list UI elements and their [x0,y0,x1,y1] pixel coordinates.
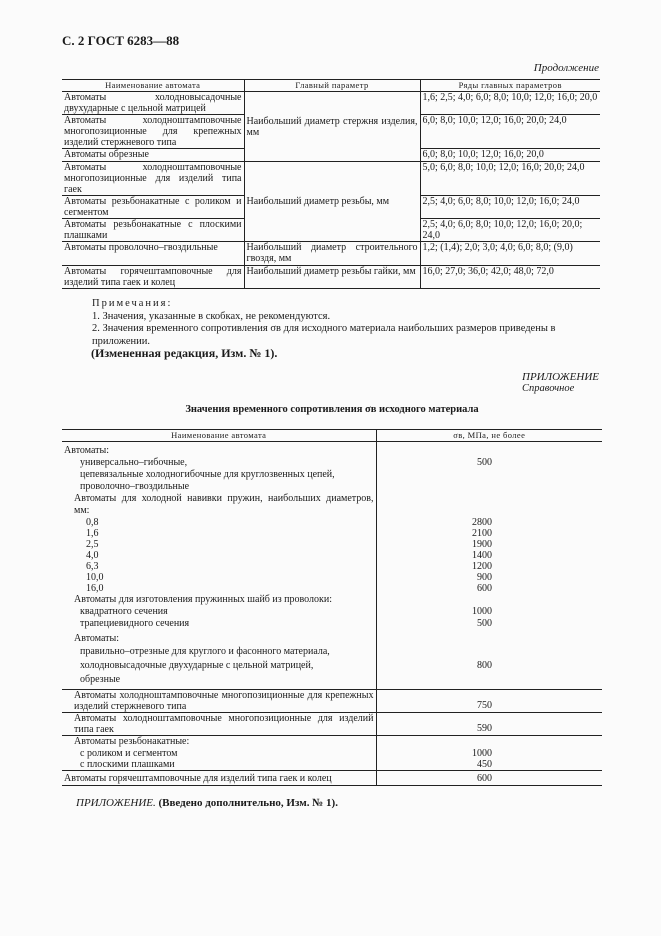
table-row [62,736,602,749]
appendix-label: ПРИЛОЖЕНИЕ [522,371,599,383]
table-row [62,771,602,786]
automaton-name: квадратного сечения [62,606,376,618]
strength-value: 900 [477,572,492,583]
main-parameter: Наибольший диаметр резьбы, мм [244,162,420,242]
strength-value [376,673,602,690]
automaton-name: Автоматы для холодной навивки пружин, наибольших диаметров, мм: [62,493,376,517]
table-header-row [62,430,602,442]
table-row [62,457,602,469]
automaton-name: 6,3 [62,561,376,572]
tensile-strength-table [62,429,602,786]
parameter-series: 1,6; 2,5; 4,0; 6,0; 8,0; 10,0; 12,0; 16,0; 20,0 [420,92,600,115]
automaton-name: 10,0 [62,572,376,583]
strength-value [376,736,602,749]
automaton-name: Автоматы холодновысадочные двухударные с цельной матрицей [62,92,244,115]
table-row [62,469,602,481]
note-item: 2. Значения временного сопротивления σв для исходного материала наибольших размеров приведены в приложении. [92,323,556,347]
strength-value: 1400 [472,550,492,561]
strength-value [376,469,602,481]
parameter-series: 6,0; 8,0; 10,0; 12,0; 16,0; 20,0; 24,0 [420,115,600,149]
automaton-name: универсально–гибочные, [62,457,376,469]
continuation-label: Продолжение [533,62,599,74]
table-row [62,528,602,539]
automaton-name: Автоматы холодноштамповочные многопозиционные для крепежных изделий стержневого типа [62,690,376,713]
table-row [62,630,602,645]
strength-value [376,630,602,645]
footer-label: ПРИЛОЖЕНИЕ. [76,797,156,809]
table-row [62,561,602,572]
automaton-name: правильно–отрезные для круглого и фасонного материала, [62,645,376,659]
notes-block [62,298,602,348]
table-row [62,659,602,673]
notes-title: Примечания: [92,298,173,309]
automaton-name: Автоматы холодноштамповочные многопозиционные для изделий типа гаек [62,162,244,196]
strength-value: 1200 [472,561,492,572]
parameter-series: 1,2; (1,4); 2,0; 3,0; 4,0; 6,0; 8,0; (9,0) [420,242,600,266]
strength-value: 590 [376,713,602,736]
table-row [62,645,602,659]
strength-value: 500 [477,457,492,468]
main-parameter: Наибольший диаметр строительного гвоздя, мм [244,242,420,266]
footer-note [76,797,338,809]
automaton-name: 0,8 [62,517,376,528]
parameter-series: 6,0; 8,0; 10,0; 12,0; 16,0; 20,0 [420,149,600,162]
table-row [62,713,602,736]
table-row [62,572,602,583]
automaton-name: Автоматы горячештамповочные для изделий типа гаек и колец [62,771,376,786]
automaton-name: Автоматы: [62,442,376,458]
strength-value [376,481,602,493]
strength-value [376,442,602,458]
note-item: 1. Значения, указанные в скобках, не рекомендуются. [92,310,331,322]
amendment-note: (Измененная редакция, Изм. № 1). [91,346,278,360]
footer-text: (Введено дополнительно, Изм. № 1). [158,797,338,809]
automaton-name: 1,6 [62,528,376,539]
automaton-name: с плоскими плашками [62,759,376,771]
parameter-series: 5,0; 6,0; 8,0; 10,0; 12,0; 16,0; 20,0; 24,0 [420,162,600,196]
automaton-name: Автоматы резьбонакатные с плоскими плашками [62,219,244,242]
strength-value: 750 [376,690,602,713]
strength-value: 800 [477,660,492,671]
table-row [62,583,602,594]
main-parameter: Наибольший диаметр стержня изделия, мм [244,92,420,162]
automaton-name: обрезные [62,673,376,690]
automaton-name: 2,5 [62,539,376,550]
strength-value [376,594,602,606]
appendix-heading [522,371,599,395]
parameter-series: 2,5; 4,0; 6,0; 8,0; 10,0; 12,0; 16,0; 24,0 [420,196,600,219]
strength-value [376,493,602,517]
automaton-name: Автоматы горячештамповочные для изделий типа гаек и колец [62,266,244,289]
header-main-parameter: Главный параметр [244,80,420,92]
page-header: С. 2 ГОСТ 6283—88 [62,33,180,48]
strength-value: 1000 [472,748,492,759]
table-row [62,606,602,618]
table-row [62,539,602,550]
strength-value: 1000 [472,606,492,617]
table-row [62,481,602,493]
table-row [62,442,602,458]
table-row [62,690,602,713]
header-automaton-name: Наименование автомата [62,80,244,92]
automaton-name: Автоматы холодноштамповочные многопозиционные для изделий типа гаек [62,713,376,736]
table-row [62,748,602,759]
automaton-name: 16,0 [62,583,376,594]
table2-title: Значения временного сопротивления σв исходного материала [185,404,479,415]
strength-value: 450 [376,759,602,771]
table-row [62,550,602,561]
table-header-row [62,80,600,92]
automaton-name: цепевязальные холодногибочные для круглозвенных цепей, [62,469,376,481]
automaton-name: Автоматы резьбонакатные с роликом и сегментом [62,196,244,219]
strength-value: 1900 [472,539,492,550]
table-row [62,517,602,528]
table-row [62,266,600,289]
strength-value: 600 [477,583,492,594]
automaton-name: трапециевидного сечения [62,618,376,630]
automaton-name: Автоматы обрезные [62,149,244,162]
strength-value: 600 [376,771,602,786]
strength-value: 2800 [472,517,492,528]
table-row [62,92,600,115]
automaton-name: 4,0 [62,550,376,561]
strength-value: 500 [477,618,492,629]
table-row [62,242,600,266]
appendix-type: Справочное [522,383,575,394]
automaton-name: Автоматы резьбонакатные: [62,736,376,749]
parameter-series: 2,5; 4,0; 6,0; 8,0; 10,0; 12,0; 16,0; 20,0; 24,0 [420,219,600,242]
table-row [62,594,602,606]
parameter-series: 16,0; 27,0; 36,0; 42,0; 48,0; 72,0 [420,266,600,289]
table-row [62,162,600,196]
table-row [62,493,602,517]
automaton-name: с роликом и сегментом [62,748,376,759]
automata-parameters-table [62,79,600,289]
automaton-name: холодновысадочные двухударные с цельной матрицей, [62,659,376,673]
automaton-name: Автоматы: [62,630,376,645]
automaton-name: Автоматы холодноштамповочные многопозиционные для крепежных изделий стержневого типа [62,115,244,149]
automaton-name: Автоматы проволочно–гвоздильные [62,242,244,266]
table-row [62,759,602,771]
header-parameter-series: Ряды главных параметров [420,80,600,92]
table-row [62,618,602,630]
main-parameter: Наибольший диаметр резьбы гайки, мм [244,266,420,289]
automaton-name: Автоматы для изготовления пружинных шайб из проволоки: [62,594,376,606]
header-strength: σв, МПа, не более [376,430,602,442]
automaton-name: проволочно–гвоздильные [62,481,376,493]
table-row [62,673,602,690]
header-automaton-name: Наименование автомата [62,430,376,442]
strength-value: 2100 [472,528,492,539]
strength-value [376,645,602,659]
